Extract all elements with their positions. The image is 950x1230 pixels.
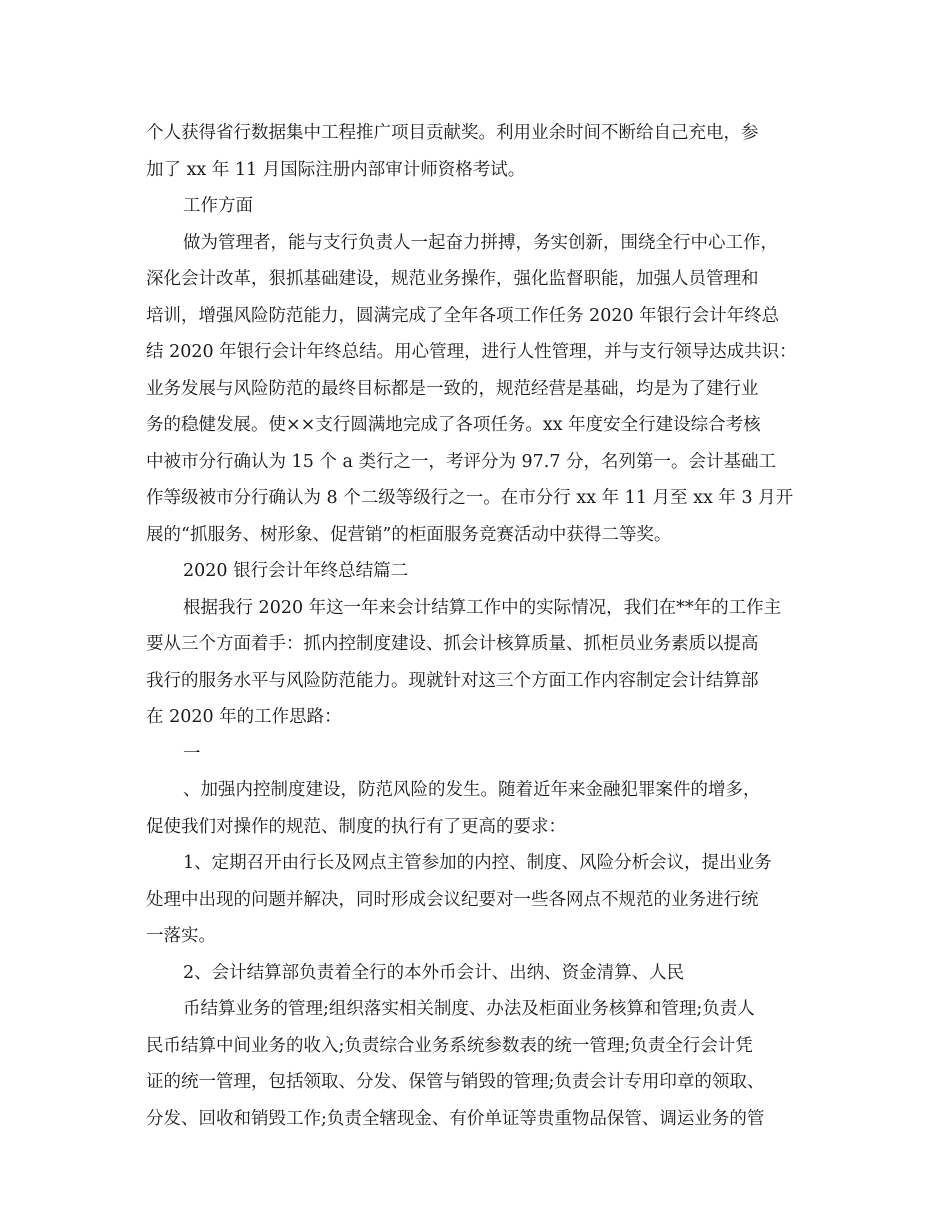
- text-line: 个人获得省行数据集中工程推广项目贡献奖。利用业余时间不断给自己充电，参: [146, 123, 759, 143]
- text-line: 加了 xx 年 11 月国际注册内部审计师资格考试。: [146, 159, 526, 180]
- text-line: 币结算业务的管理;组织落实相关制度、办法及柜面业务核算和管理;负责人: [183, 999, 755, 1019]
- text-line: 业务发展与风险防范的最终目标都是一致的，规范经营是基础，均是为了建行业: [146, 378, 759, 399]
- text-line: 展的“抓服务、树形象、促营销”的柜面服务竞赛活动中获得二等奖。: [146, 524, 672, 545]
- text-line: 民币结算中间业务的收入;负责综合业务系统参数表的统一管理;负责全行会计凭: [146, 1035, 753, 1056]
- text-line: 证的统一管理，包括领取、分发、保管与销毁的管理;负责会计专用印章的领取、: [146, 1072, 765, 1092]
- text-line: 分发、回收和销毁工作;负责全辖现金、有价单证等贵重物品保管、调运业务的管: [146, 1108, 765, 1129]
- text-line: 中被市分行确认为 15 个 a 类行之一，考评分为 97.7 分，名列第一。会计基础工: [146, 451, 777, 472]
- document-body: [146, 115, 826, 1137]
- text-line: 我行的服务水平与风险防范能力。现就针对这三个方面工作内容制定会计结算部: [146, 670, 759, 691]
- text-line: 结 2020 年银行会计年终总结。用心管理，进行人性管理，并与支行领导达成共识：: [146, 342, 797, 362]
- text-line: 2、会计结算部负责着全行的本外币会计、出纳、资金清算、人民: [183, 962, 685, 983]
- text-line: 深化会计改革，狠抓基础建设，规范业务操作，强化监督职能，加强人员管理和: [146, 269, 759, 289]
- text-line: 培训，增强风险防范能力，圆满完成了全年各项工作任务 2020 年银行会计年终总: [146, 305, 780, 326]
- text-line: 根据我行 2020 年这一年来会计结算工作中的实际情况，我们在**年的工作主: [183, 597, 782, 618]
- text-line: 做为管理者，能与支行负责人一起奋力拼搏，务实创新，围绕全行中心工作，: [183, 232, 778, 253]
- text-line: 要从三个方面着手：抓内控制度建设、抓会计核算质量、抓柜员业务素质以提高: [146, 634, 759, 654]
- text-line: 处理中出现的问题并解决，同时形成会议纪要对一些各网点不规范的业务进行统: [146, 889, 759, 910]
- text-line: 在 2020 年的工作思路：: [146, 707, 342, 727]
- text-line: 、加强内控制度建设，防范风险的发生。随着近年来金融犯罪案件的增多，: [183, 780, 761, 800]
- section-number: 一: [183, 743, 201, 764]
- text-line: 作等级被市分行确认为 8 个二级等级行之一。在市分行 xx 年 11 月至 xx 年 3 月开: [146, 488, 794, 508]
- text-line: 务的稳健发展。使××支行圆满地完成了各项任务。xx 年度安全行建设综合考核: [146, 415, 761, 435]
- text-line: 1、定期召开由行长及网点主管参加的内控、制度、风险分析会议，提出业务: [183, 853, 772, 873]
- section-heading: 工作方面: [183, 196, 253, 216]
- text-line: 一落实。: [146, 926, 216, 946]
- text-line: 促使我们对操作的规范、制度的执行有了更高的要求：: [146, 816, 566, 837]
- section-heading: 2020 银行会计年终总结篇二: [183, 561, 409, 581]
